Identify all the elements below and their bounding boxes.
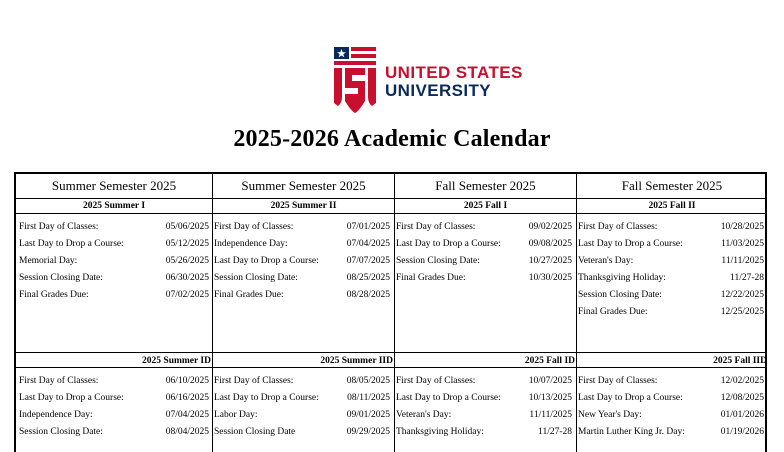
column-divider — [394, 174, 395, 452]
event-label: Veteran's Day: — [396, 410, 452, 420]
event-date: 08/25/2025 — [346, 273, 390, 283]
event-label: Final Grades Due: — [19, 290, 89, 300]
event-date: 08/05/2025 — [346, 376, 390, 386]
event-label: Session Closing Date: — [396, 256, 480, 266]
event-date: 07/07/2025 — [346, 256, 390, 266]
event-date: 11/11/2025 — [721, 256, 764, 266]
calendar-row — [396, 221, 572, 234]
event-label: First Day of Classes: — [578, 376, 658, 386]
event-date: 12/22/2025 — [720, 290, 764, 300]
term-header: 2025 Summer II — [270, 201, 337, 211]
event-label: Last Day to Drop a Course: — [396, 239, 501, 249]
event-label: Thanksgiving Holiday: — [578, 273, 666, 283]
semester-header: Fall Semester 2025 — [621, 178, 723, 193]
event-date: 01/01/2026 — [720, 410, 764, 420]
term-header: 2025 Summer ID — [142, 356, 211, 366]
calendar-row — [214, 392, 390, 405]
event-date: 10/07/2025 — [528, 376, 572, 386]
row-divider — [16, 198, 765, 199]
calendar-row — [19, 409, 209, 422]
event-label: Final Grades Due: — [578, 307, 648, 317]
calendar-row — [214, 221, 390, 234]
event-date: 12/08/2025 — [720, 393, 764, 403]
event-date: 09/29/2025 — [346, 427, 390, 437]
event-date: 05/26/2025 — [165, 256, 209, 266]
column-divider — [212, 174, 213, 452]
event-label: Memorial Day: — [19, 256, 78, 266]
event-date: 07/02/2025 — [165, 290, 209, 300]
event-date: 09/01/2025 — [346, 410, 390, 420]
semester-header: Summer Semester 2025 — [51, 178, 177, 193]
event-label: Independence Day: — [214, 239, 288, 249]
calendar-row — [19, 392, 209, 405]
calendar-row — [214, 409, 390, 422]
semester-header: Summer Semester 2025 — [241, 178, 366, 193]
calendar-row — [578, 409, 764, 422]
calendar-row — [19, 272, 209, 285]
event-label: Final Grades Due: — [214, 290, 284, 300]
event-label: Thanksgiving Holiday: — [396, 427, 484, 437]
event-date: 12/25/2025 — [720, 307, 764, 317]
calendar-row — [19, 221, 209, 234]
event-label: Last Day to Drop a Course: — [214, 256, 319, 266]
page-title: 2025-2026 Academic Calendar — [233, 126, 551, 152]
event-label: Martin Luther King Jr. Day: — [578, 427, 685, 437]
event-label: Session Closing Date: — [214, 273, 298, 283]
calendar-row — [396, 272, 572, 285]
calendar-row — [19, 375, 209, 388]
event-label: Last Day to Drop a Course: — [19, 393, 124, 403]
event-date: 09/08/2025 — [528, 239, 572, 249]
event-label: Veteran's Day: — [578, 256, 634, 266]
event-label: New Year's Day: — [578, 410, 642, 420]
calendar-row — [396, 375, 572, 388]
event-label: First Day of Classes: — [19, 222, 99, 232]
term-header: 2025 Fall ID — [524, 356, 575, 366]
row-divider — [16, 352, 765, 353]
calendar-row — [19, 255, 209, 268]
logo-line-2: UNIVERSITY — [385, 81, 492, 100]
calendar-row — [214, 375, 390, 388]
event-date: 05/06/2025 — [165, 222, 209, 232]
calendar-row — [19, 238, 209, 251]
event-date: 08/28/2025 — [346, 290, 390, 300]
calendar-row — [578, 272, 764, 285]
event-date: 07/04/2025 — [165, 410, 209, 420]
logo-line-1: UNITED STATES — [385, 63, 523, 82]
event-date: 07/01/2025 — [346, 222, 390, 232]
term-header: 2025 Fall IID — [713, 356, 767, 366]
event-label: First Day of Classes: — [578, 222, 658, 232]
shield-logo-icon — [331, 45, 379, 115]
event-date: 10/28/2025 — [720, 222, 764, 232]
university-logo — [331, 45, 531, 115]
calendar-row — [396, 426, 572, 439]
calendar-row — [214, 238, 390, 251]
semester-header: Fall Semester 2025 — [435, 178, 536, 193]
event-date: 11/11/2025 — [529, 410, 572, 420]
calendar-row — [396, 392, 572, 405]
event-label: Last Day to Drop a Course: — [396, 393, 501, 403]
event-label: First Day of Classes: — [396, 222, 476, 232]
calendar-row — [214, 272, 390, 285]
calendar-row — [578, 238, 764, 251]
event-label: Session Closing Date: — [19, 273, 103, 283]
calendar-row — [578, 306, 764, 319]
event-date: 11/27-28 — [538, 427, 572, 437]
calendar-row — [396, 255, 572, 268]
event-label: Session Closing Date: — [578, 290, 662, 300]
event-label: Last Day to Drop a Course: — [578, 239, 683, 249]
event-label: Last Day to Drop a Course: — [19, 239, 124, 249]
calendar-row — [578, 289, 764, 302]
event-label: First Day of Classes: — [214, 222, 294, 232]
event-label: Final Grades Due: — [396, 273, 466, 283]
calendar-row — [19, 426, 209, 439]
event-date: 07/04/2025 — [346, 239, 390, 249]
term-header: 2025 Summer IID — [320, 356, 393, 366]
event-label: Session Closing Date: — [19, 427, 103, 437]
calendar-table — [14, 172, 767, 452]
row-divider — [16, 213, 765, 214]
event-date: 06/10/2025 — [165, 376, 209, 386]
event-label: Last Day to Drop a Course: — [578, 393, 683, 403]
event-label: Last Day to Drop a Course: — [214, 393, 319, 403]
event-date: 06/16/2025 — [165, 393, 209, 403]
event-label: First Day of Classes: — [19, 376, 99, 386]
event-label: Labor Day: — [214, 410, 258, 420]
event-date: 11/03/2025 — [721, 239, 764, 249]
calendar-row — [578, 375, 764, 388]
event-date: 08/04/2025 — [165, 427, 209, 437]
event-label: Independence Day: — [19, 410, 93, 420]
calendar-row — [578, 426, 764, 439]
column-divider — [576, 174, 577, 452]
calendar-row — [214, 289, 390, 302]
calendar-row — [396, 409, 572, 422]
term-header: 2025 Summer I — [82, 201, 146, 211]
event-date: 06/30/2025 — [165, 273, 209, 283]
event-date: 05/12/2025 — [165, 239, 209, 249]
event-date: 08/11/2025 — [347, 393, 390, 403]
event-date: 09/02/2025 — [528, 222, 572, 232]
calendar-row — [214, 255, 390, 268]
event-label: Session Closing Date — [214, 427, 296, 437]
term-header: 2025 Fall II — [648, 201, 696, 211]
event-label: First Day of Classes: — [214, 376, 294, 386]
event-label: First Day of Classes: — [396, 376, 476, 386]
event-date: 11/27-28 — [730, 273, 764, 283]
calendar-row — [578, 221, 764, 234]
event-date: 12/02/2025 — [720, 376, 764, 386]
event-date: 10/13/2025 — [528, 393, 572, 403]
term-header: 2025 Fall I — [463, 201, 508, 211]
calendar-row — [19, 289, 209, 302]
event-date: 10/30/2025 — [528, 273, 572, 283]
event-date: 10/27/2025 — [528, 256, 572, 266]
calendar-row — [214, 426, 390, 439]
event-date: 01/19/2026 — [720, 427, 764, 437]
calendar-row — [578, 392, 764, 405]
calendar-row — [396, 238, 572, 251]
calendar-row — [578, 255, 764, 268]
